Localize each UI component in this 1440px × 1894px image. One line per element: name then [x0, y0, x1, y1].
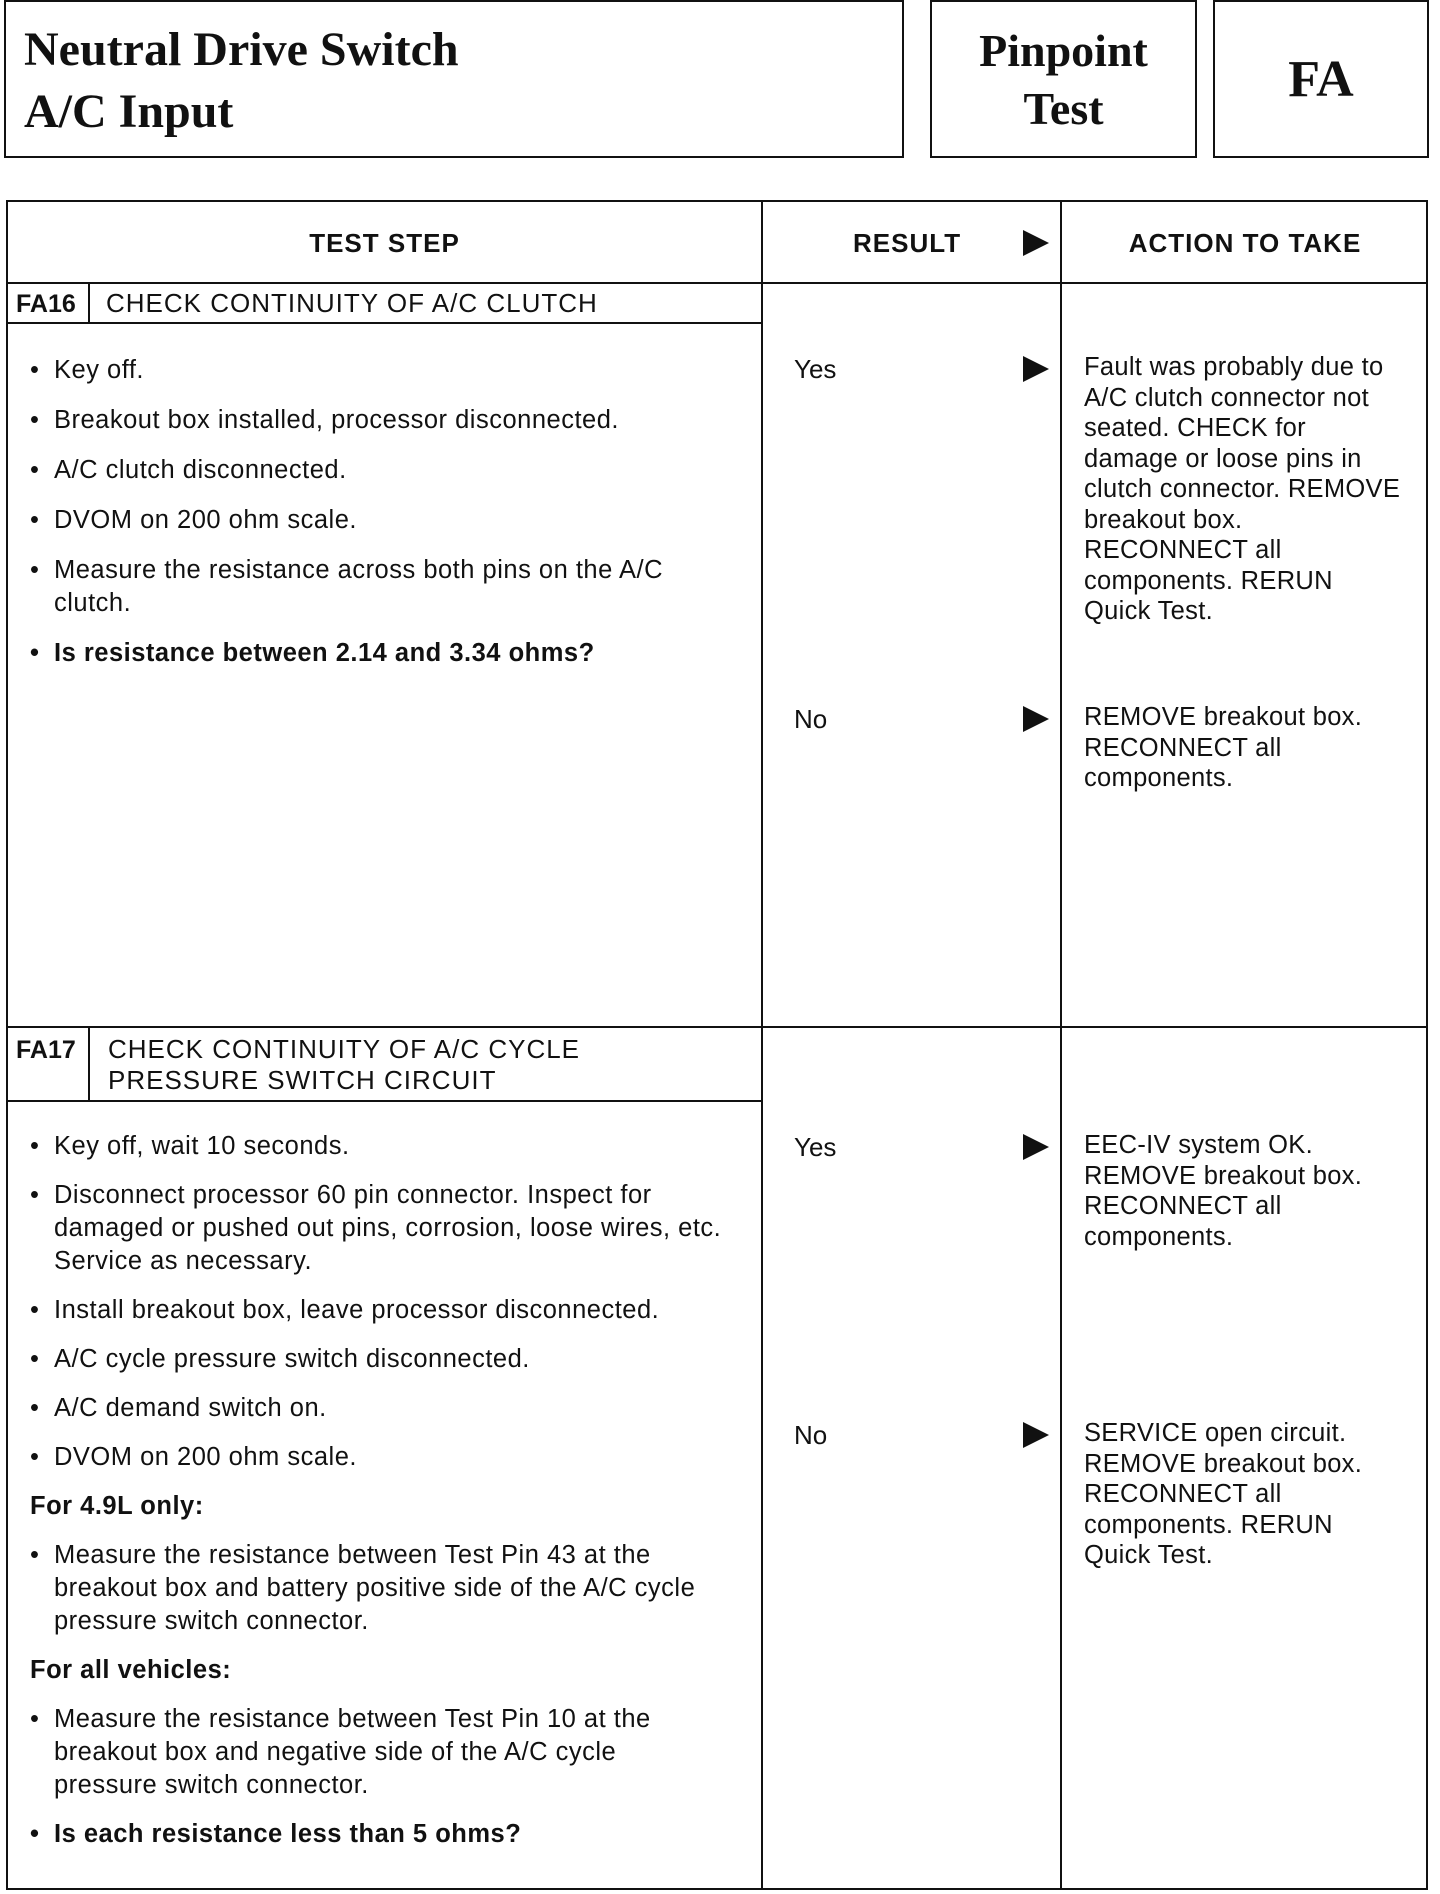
col-divider-action — [1060, 202, 1062, 1888]
fa16-step-list — [30, 354, 730, 670]
step-separator — [8, 1026, 1426, 1028]
test-code: FA — [1288, 50, 1354, 108]
fa16-no-label: No — [794, 704, 828, 734]
fa16-step: • DVOM on 200 ohm scale. — [30, 504, 730, 537]
fa17-no-arrow-icon — [1023, 1422, 1049, 1448]
fa16-step: • Key off. — [30, 354, 730, 387]
fa17-subheading-all: For all vehicles: — [30, 1656, 232, 1684]
fa17-step-list — [30, 1130, 740, 1851]
page-title-line2: A/C Input — [24, 85, 234, 138]
pinpoint-box — [930, 0, 1197, 158]
test-code-box — [1213, 0, 1429, 158]
fa17-yes-arrow-icon — [1023, 1134, 1049, 1160]
fa16-question: • Is resistance between 2.14 and 3.34 ohms? — [30, 637, 730, 670]
test-table — [6, 200, 1428, 1890]
title-box — [4, 0, 904, 158]
fa16-yes-arrow-icon — [1023, 356, 1049, 382]
test-label: Test — [1023, 83, 1104, 134]
fa17-step: • Key off, wait 10 seconds. — [30, 1130, 740, 1163]
result-arrow-icon — [1023, 230, 1049, 256]
fa16-step: • A/C clutch disconnected. — [30, 454, 730, 487]
col-header-result: RESULT — [853, 227, 962, 258]
fa17-step: • Measure the resistance between Test Pin 10 at the breakout box and negative side of the A/C cycle pressure switch connector. — [30, 1703, 724, 1802]
fa16-step-id: FA16 — [16, 290, 76, 318]
col-header-test-step: TEST STEP — [309, 227, 460, 258]
fa17-yes-label: Yes — [794, 1132, 837, 1162]
fa17-no-action: SERVICE open circuit. REMOVE breakout box. RECONNECT all components. RERUN Quick Test. — [1084, 1419, 1363, 1569]
fa17-step-id: FA17 — [16, 1036, 76, 1064]
pinpoint-label: Pinpoint — [979, 25, 1148, 76]
fa16-id-divider — [88, 284, 90, 322]
fa17-no-label: No — [794, 1420, 828, 1450]
fa17-step: • A/C demand switch on. — [30, 1392, 740, 1425]
fa17-subheading-49l: For 4.9L only: — [30, 1492, 204, 1520]
fa16-step: • Breakout box installed, processor disconnected. — [30, 404, 730, 437]
fa17-step: • DVOM on 200 ohm scale. — [30, 1441, 740, 1474]
fa17-yes-action: EEC-IV system OK. REMOVE breakout box. RECONNECT all components. — [1084, 1131, 1363, 1251]
fa16-yes-label: Yes — [794, 354, 837, 384]
page-title-line1: Neutral Drive Switch — [24, 23, 459, 76]
fa17-step-title-line1: CHECK CONTINUITY OF A/C CYCLE — [108, 1034, 581, 1064]
fa17-id-divider — [88, 1028, 90, 1100]
col-divider-result — [761, 202, 763, 1888]
fa17-step: • Install breakout box, leave processor disconnected. — [30, 1294, 740, 1327]
fa17-step: • Measure the resistance between Test Pin 43 at the breakout box and battery positive side of the A/C cycle pressure switch connector. — [30, 1539, 724, 1638]
fa16-no-action: REMOVE breakout box. RECONNECT all components. — [1084, 703, 1363, 792]
col-header-action: ACTION TO TAKE — [1128, 227, 1362, 258]
fa17-step-title-line2: PRESSURE SWITCH CIRCUIT — [108, 1065, 497, 1095]
fa16-step-title: CHECK CONTINUITY OF A/C CLUTCH — [106, 288, 598, 318]
fa16-no-arrow-icon — [1023, 706, 1049, 732]
fa17-step: • Disconnect processor 60 pin connector. Inspect for damaged or pushed out pins, corrosion, loose wires, etc. Service as necessary. — [30, 1179, 734, 1278]
fa17-step: • A/C cycle pressure switch disconnected. — [30, 1343, 740, 1376]
fa17-title-underline — [8, 1100, 761, 1102]
fa17-question: • Is each resistance less than 5 ohms? — [30, 1818, 740, 1851]
fa16-step: • Measure the resistance across both pins on the A/C clutch. — [30, 554, 704, 620]
fa16-yes-action: Fault was probably due to A/C clutch connector not seated. CHECK for damage or loose pins in clutch connector. REMOVE breakout box. RECONNECT all components. RERUN Quick Test. — [1084, 353, 1401, 625]
fa16-title-underline — [8, 322, 761, 324]
